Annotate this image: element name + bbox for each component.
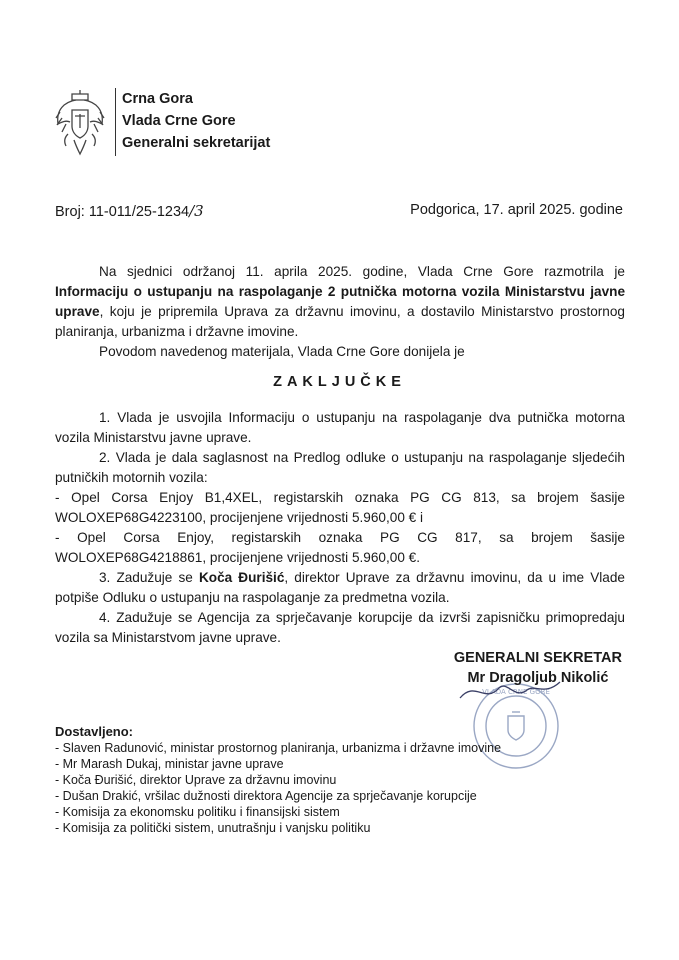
conclusion-3-a: 3. Zadužuje se [99, 570, 199, 585]
vehicle-2: - Opel Corsa Enjoy, registarskih oznaka PG CG 817, sa brojem šasije WOLOXEP68G4218861, procijenjene vrijednosti 5.960,00 €. [55, 530, 625, 565]
intro-text-b: , koju je pripremila Uprava za državnu imovinu, a dostavilo Ministarstvo prostornog planiranja, urbanizma i državne imovine. [55, 304, 625, 339]
signer-role: GENERALNI SEKRETAR [453, 650, 622, 666]
section-title: ZAKLJUČKE [273, 374, 406, 390]
conclusion-3-person: Koča Đurišić [198, 570, 285, 585]
distribution-item: - Komisija za ekonomsku politiku i finansijski sistem [55, 805, 340, 819]
vehicle-1: - Opel Corsa Enjoy B1,4XEL, registarskih oznaka PG CG 813, sa brojem šasije WOLOXEP68G4223100, procijenjene vrijednosti 5.960,00 € i [55, 490, 625, 525]
reference-number-text: Broj: 11-011/25-1234 [55, 204, 190, 220]
conclusion-1: 1. Vlada je usvojila Informaciju o ustupanju na raspolaganje dva putnička motorna vozila Ministarstvu javne uprave. [55, 410, 625, 445]
document-date: Podgorica, 17. april 2025. godine [410, 202, 623, 218]
intro-subject: Informaciju o ustupanju na raspolaganje 2 putnička motorna vozila Ministarstvu javne uprave [55, 284, 625, 319]
intro-text-a: Na sjednici održanoj 11. aprila 2025. godine, Vlada Crne Gore razmotrila je [99, 264, 625, 279]
intro-paragraph [55, 262, 625, 342]
reference-handwritten: /3 [189, 202, 204, 220]
letterhead-government: Vlada Crne Gore [122, 113, 236, 129]
conclusion-4: 4. Zadužuje se Agencija za sprječavanje korupcije da izvrši zapisničku primopredaju vozila sa Ministarstvom javne uprave. [55, 610, 625, 645]
header-divider [115, 88, 116, 156]
stamp-text: VLADA CRNE GORE [482, 688, 550, 696]
distribution-item: - Mr Marash Dukaj, ministar javne uprave [55, 757, 284, 771]
conclusion-3 [55, 568, 625, 608]
distribution-title: Dostavljeno: [55, 724, 134, 739]
distribution-item: - Koča Đurišić, direktor Uprave za državnu imovinu [55, 773, 337, 787]
distribution-item: - Slaven Radunović, ministar prostornog planiranja, urbanizma i državne imovine [55, 741, 502, 755]
handwritten-signature [455, 670, 565, 710]
distribution-list [55, 724, 501, 836]
distribution-item: - Komisija za politički sistem, unutrašnju i vanjsku politiku [55, 821, 371, 835]
distribution-item: - Dušan Drakić, vršilac dužnosti direktora Agencije za sprječavanje korupcije [55, 789, 477, 803]
coat-of-arms-icon [52, 88, 108, 158]
letterhead [122, 88, 270, 154]
conclusion-2: 2. Vlada je dala saglasnost na Predlog odluke o ustupanju na raspolaganje sljedećih putničkih motornih vozila: [55, 450, 625, 485]
reference-number [55, 202, 204, 220]
conclusion-3-b: , direktor Uprave za državnu imovinu, da u ime Vlade potpiše Odluku o ustupanju na raspolaganje za predmetna vozila. [55, 570, 625, 605]
intro-decision: Povodom navedenog materijala, Vlada Crne Gore donijela je [99, 344, 465, 359]
letterhead-country: Crna Gora [122, 91, 193, 107]
signer-name: Mr Dragoljub Nikolić [467, 670, 609, 686]
letterhead-secretariat: Generalni sekretarijat [122, 135, 271, 151]
